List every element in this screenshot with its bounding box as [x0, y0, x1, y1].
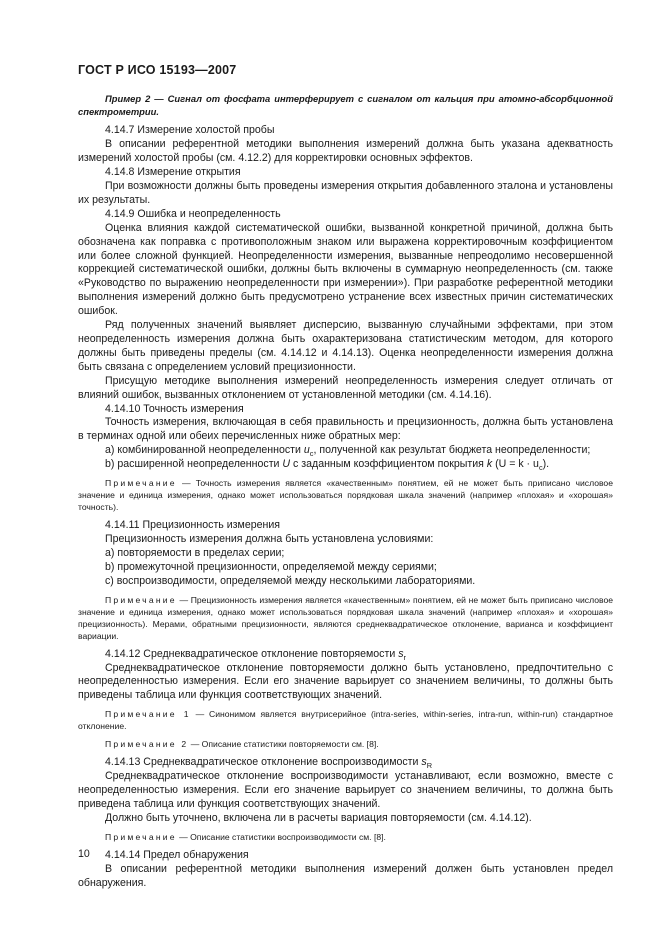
section-4-14-10-heading: 4.14.10 Точность измерения	[105, 402, 244, 415]
note-4-14-11	[78, 594, 613, 642]
section-4-14-7-text: В описании референтной методики выполнения измерений должна быть указана адекватность измерений холостой пробы (см. 4.12.2) для корректировки основных эффектов.	[78, 138, 613, 165]
section-4-14-8-text: При возможности должны быть проведены измерения открытия добавленного эталона и установлены их результаты.	[78, 180, 613, 206]
note-label: Примечание	[105, 478, 177, 489]
list-item: a) повторяемости в пределах серии;	[105, 546, 285, 559]
note-label: Примечание	[105, 594, 177, 605]
formula-end: ).	[542, 458, 550, 471]
list-item: b) промежуточной прецизионности, определяемой между сериями;	[105, 560, 437, 573]
note-label: Примечание	[105, 831, 177, 842]
list-item-a	[78, 444, 613, 458]
formula-subscript: c	[538, 463, 543, 473]
section-4-14-11-text: Прецизионность измерения должна быть установлена условиями:	[105, 532, 434, 545]
section-4-14-13-text: Среднеквадратическое отклонение воспроизводимости устанавливают, если возможно, вместе с неопределенностью измерения. Если его значение варьирует со значением величины, то должна быть приведена таблица или функция соответствующих значений.	[78, 770, 613, 810]
section-4-14-14-text: В описании референтной методики выполнения измерений должен быть установлен предел обнаружения.	[78, 862, 613, 889]
document-header: ГОСТ Р ИСО 15193—2007	[78, 63, 237, 77]
symbol-s: s	[421, 756, 427, 769]
heading-text: 4.14.13 Среднеквадратическое отклонение воспроизводимости	[105, 756, 422, 769]
note-label: Примечание 1	[105, 709, 191, 720]
symbol-U: U	[282, 458, 291, 471]
list-item-a-suffix: , полученной как результат бюджета неопределенности;	[313, 444, 591, 457]
note-text: — Синонимом является внутрисерийное (intra-series, within-series, intra-run, within-run) стандартное отклонение.	[78, 709, 613, 732]
heading-text: 4.14.12 Среднеквадратическое отклонение повторяемости	[105, 647, 399, 660]
document-body	[78, 93, 613, 890]
symbol-s-subscript: r	[403, 652, 406, 662]
note-text: — Описание статистики воспроизводимости см. [8].	[176, 831, 386, 842]
list-item-b-middle: с заданным коэффициентом покрытия	[290, 458, 487, 471]
symbol-s: s	[398, 647, 404, 660]
note-text: — Точность измерения является «качественным» понятием, ей не может быть приписано числовое значение и единица измерения, однако может использоваться порядковая шкала значений (например «плохая» и «хорошая» точность).	[78, 478, 613, 513]
symbol-u-subscript: c	[309, 449, 314, 459]
note-label: Примечание 2	[105, 739, 189, 750]
section-4-14-9-heading: 4.14.9 Ошибка и неопределенность	[105, 207, 281, 220]
section-4-14-14-heading: 4.14.14 Предел обнаружения	[105, 848, 249, 861]
note-2-4-14-12	[78, 738, 613, 750]
section-4-14-11-heading: 4.14.11 Прецизионность измерения	[105, 519, 280, 532]
symbol-s-subscript: R	[426, 761, 433, 771]
list-item: c) воспроизводимости, определяемой между несколькими лабораториями.	[105, 574, 476, 587]
section-4-14-10-text: Точность измерения, включающая в себя правильность и прецизионность, должна быть установлена в терминах одной или обеих перечисленных ниже обратных мер:	[78, 416, 613, 443]
section-4-14-9-paragraph-3: Присущую методике выполнения измерений неопределенность измерения следует отличать от влияний ошибок, вызванных отклонением от установленной методики (см. 4.14.16).	[78, 374, 613, 401]
example-2: Пример 2 — Сигнал от фосфата интерферирует с сигналом от кальция при атомно-абсорбционной спектрометрии.	[78, 93, 613, 117]
section-4-14-12-heading	[78, 648, 613, 662]
section-4-14-13-text-2: Должно быть уточнено, включена ли в расчеты вариация повторяемости (см. 4.14.12).	[105, 811, 532, 824]
symbol-u: u	[303, 444, 310, 457]
section-4-14-12-text: Среднеквадратическое отклонение повторяемости должно быть установлено, предпочтительно с неопределенностью измерения. Если его значение варьирует со значением величины, то должны быть приведены таблица или функция соответствующих значений.	[78, 661, 613, 702]
section-4-14-9-paragraph-1: Оценка влияния каждой систематической ошибки, вызванной конкретной причиной, должна быть обозначена как поправка с противоположным знаком или выражена корректировочным коэффициентом или более сложной функцией. Неопределенности измерения, вызванные непреодолимо несовершенной коррекцией систематической ошибки, должны быть включены в суммарную неопределенность (см. также «Руководство по выражению неопределенности при измерении»). При разработке референтной методики выполнения измерений должно быть предусмотрено устранение всех известных причин систематических ошибок.	[78, 221, 613, 318]
section-4-14-7-heading: 4.14.7 Измерение холостой пробы	[105, 124, 275, 137]
section-4-14-13-heading	[78, 756, 613, 770]
note-4-14-13	[78, 831, 613, 843]
list-item-b	[78, 458, 613, 472]
page-number: 10	[78, 848, 90, 860]
section-4-14-9-paragraph-2: Ряд полученных значений выявляет дисперсию, вызванную случайными эффектами, при этом неопределенность измерения должна быть охарактеризована статистическим методом, для которого должны быть приведены пределы (см. 4.14.12 и 4.14.13). Оценка неопределенности измерения должна быть связана с определением условий прецизионности.	[78, 319, 613, 373]
note-text: — Описание статистики повторяемости см. [8].	[188, 739, 379, 750]
note-4-14-10	[78, 477, 613, 513]
formula-text: (U = k · u	[492, 458, 539, 471]
list-item-a-prefix: a) комбинированной неопределенности	[105, 444, 304, 457]
symbol-k: k	[486, 458, 493, 471]
note-1-4-14-12	[78, 708, 613, 732]
note-text: — Прецизионность измерения является «качественным» понятием, ей не может быть приписано числовое значение и единица измерения, однако может использоваться порядковая шкала значений (например «плохая» и «хорошая» прецизионность). Мерами, обратными прецизионности, являются среднеквадратическое отклонение, варианса и коэффициент вариации.	[78, 594, 613, 641]
list-item-b-prefix: b) расширенной неопределенности	[105, 458, 283, 471]
section-4-14-8-heading: 4.14.8 Измерение открытия	[105, 166, 241, 179]
